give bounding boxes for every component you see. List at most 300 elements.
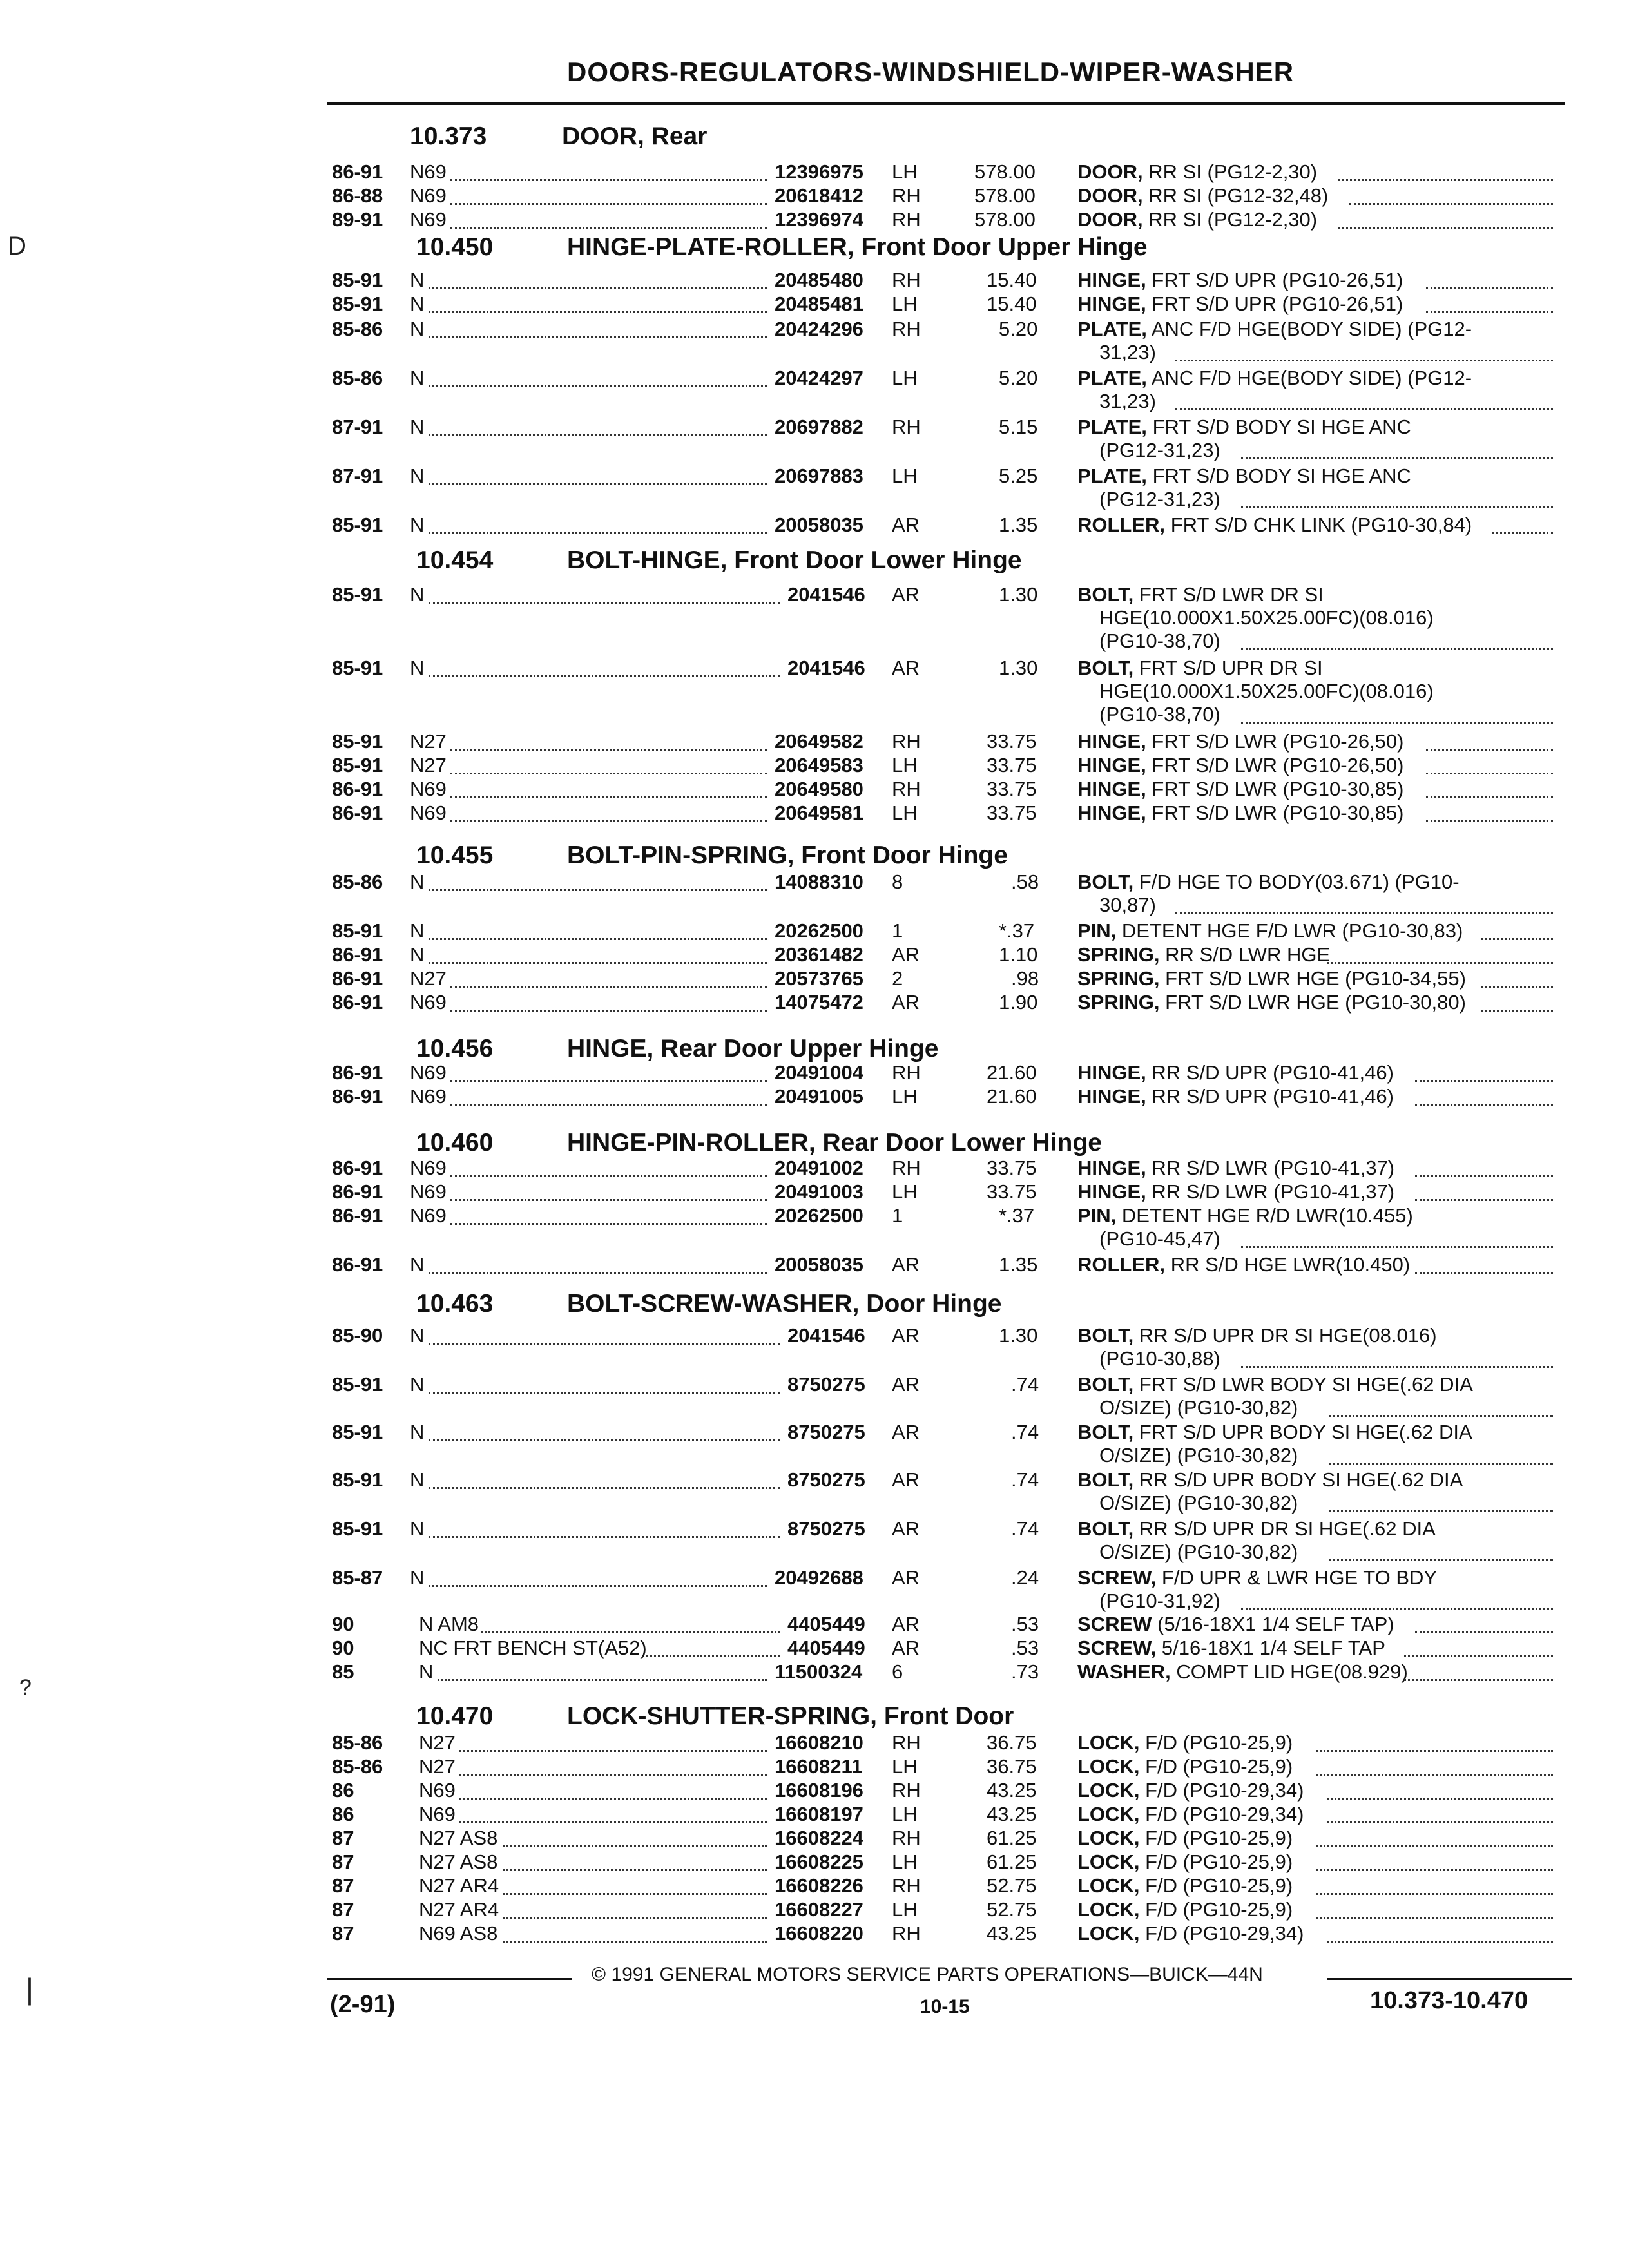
description-noun: BOLT,: [1077, 1373, 1134, 1396]
description-text: FRT S/D LWR (PG10-30,85): [1152, 802, 1404, 824]
row-quantity: LH: [892, 1850, 918, 1873]
leader-dots: [1349, 202, 1553, 205]
row-model: N69: [410, 802, 447, 824]
description-text: RR S/D UPR DR SI HGE(.62 DIA: [1139, 1517, 1436, 1540]
row-year: 85: [332, 1660, 354, 1683]
row-quantity: LH: [892, 1180, 918, 1203]
row-description: [1077, 367, 1472, 389]
description-noun: SCREW: [1077, 1613, 1152, 1635]
leader-dots: [450, 178, 767, 181]
row-model: N: [410, 465, 425, 487]
row-description-continued: O/SIZE) (PG10-30,82): [1099, 1396, 1298, 1419]
row-year: 90: [332, 1637, 354, 1659]
row-description: [1077, 293, 1403, 315]
row-model: N: [410, 416, 425, 438]
description-text: FRT S/D LWR (PG10-26,50): [1152, 754, 1404, 776]
leader-dots: [450, 226, 767, 229]
leader-dots: [1481, 985, 1553, 988]
row-part-number: 20058035: [775, 1253, 863, 1276]
row-part-number: 20618412: [775, 184, 863, 207]
leader-dots: [1241, 456, 1553, 459]
page-range: 10.373-10.470: [1370, 1987, 1528, 2014]
section-number: 10.456: [416, 1035, 494, 1062]
leader-dots: [1175, 911, 1553, 914]
row-part-number: 2041546: [787, 657, 865, 679]
row-model: N27 AR4: [419, 1898, 499, 1921]
row-model: N: [410, 657, 425, 679]
leader-dots: [459, 1796, 767, 1800]
leader-dots: [1415, 1271, 1553, 1274]
row-price: 52.75: [987, 1874, 1037, 1897]
row-quantity: RH: [892, 1827, 921, 1849]
description-text: FRT S/D LWR (PG10-26,50): [1152, 730, 1404, 753]
row-price: 36.75: [987, 1731, 1037, 1754]
leader-dots: [459, 1773, 767, 1776]
description-text: F/D UPR & LWR HGE TO BDY: [1161, 1566, 1438, 1589]
row-part-number: 20058035: [775, 514, 863, 536]
copyright-text: © 1991 GENERAL MOTORS SERVICE PARTS OPERATIONS—BUICK—44N: [592, 1964, 1263, 1985]
row-description-continued: (PG10-38,70): [1099, 703, 1220, 726]
leader-dots: [1404, 1654, 1553, 1657]
leader-dots: [1426, 747, 1553, 751]
row-model: N27: [410, 967, 447, 990]
description-text: RR S/D LWR (PG10-41,37): [1152, 1180, 1395, 1203]
row-part-number: 12396974: [775, 208, 863, 231]
description-text: F/D (PG10-25,9): [1145, 1827, 1293, 1849]
row-year: 85-91: [332, 1373, 383, 1396]
row-price: 1.30: [999, 1324, 1038, 1347]
row-price: .53: [1011, 1613, 1039, 1635]
leader-dots: [450, 819, 767, 822]
description-noun: BOLT,: [1077, 1324, 1134, 1347]
row-year: 87-91: [332, 465, 383, 487]
row-year: 85-86: [332, 870, 383, 893]
row-model: N: [410, 1373, 425, 1396]
row-description: [1077, 1254, 1410, 1276]
leader-dots: [1327, 1820, 1553, 1823]
margin-mark: ?: [19, 1675, 32, 1700]
row-model: N: [410, 514, 425, 536]
description-noun: SCREW,: [1077, 1566, 1157, 1589]
row-model: N AM8: [419, 1613, 479, 1635]
leader-dots: [1426, 819, 1553, 822]
row-year: 85-91: [332, 514, 383, 536]
row-description: [1077, 920, 1463, 942]
row-price: .58: [1011, 870, 1039, 893]
row-quantity: RH: [892, 778, 921, 800]
description-text: F/D (PG10-25,9): [1145, 1874, 1293, 1897]
row-quantity: RH: [892, 318, 921, 340]
row-year: 85-86: [332, 318, 383, 340]
row-description-continued: O/SIZE) (PG10-30,82): [1099, 1541, 1298, 1563]
row-year: 87: [332, 1898, 354, 1921]
row-part-number: 14088310: [775, 870, 863, 893]
row-year: 85-86: [332, 1755, 383, 1778]
description-noun: WASHER,: [1077, 1660, 1171, 1683]
row-price: 61.25: [987, 1827, 1037, 1849]
row-model: N: [410, 1566, 425, 1589]
leader-dots: [450, 1008, 767, 1012]
description-noun: BOLT,: [1077, 657, 1134, 679]
row-quantity: RH: [892, 269, 921, 291]
section-number: 10.463: [416, 1290, 494, 1318]
description-noun: ROLLER,: [1077, 514, 1166, 536]
row-part-number: 20424297: [775, 367, 863, 389]
leader-dots: [503, 1916, 767, 1919]
row-price: 43.25: [987, 1803, 1037, 1825]
row-part-number: 11500324: [775, 1660, 863, 1683]
row-quantity: 2: [892, 967, 903, 990]
row-model: N69 AS8: [419, 1922, 498, 1945]
description-text: RR SI (PG12-2,30): [1148, 160, 1318, 183]
description-text: F/D (PG10-29,34): [1145, 1803, 1304, 1825]
leader-dots: [1426, 771, 1553, 774]
row-model: N: [410, 318, 425, 340]
leader-dots: [450, 1198, 767, 1201]
row-price: 1.10: [999, 943, 1038, 966]
row-model: N: [410, 367, 425, 389]
row-description: [1077, 1756, 1293, 1778]
row-quantity: AR: [892, 583, 920, 606]
row-model: N69: [419, 1779, 456, 1802]
leader-dots: [429, 384, 767, 387]
row-price: .74: [1011, 1468, 1039, 1491]
description-noun: PIN,: [1077, 919, 1117, 942]
row-price: .74: [1011, 1517, 1039, 1540]
row-year: 86-88: [332, 184, 383, 207]
leader-dots: [429, 286, 767, 289]
description-text: FRT S/D UPR DR SI: [1139, 657, 1323, 679]
row-description: [1077, 318, 1472, 340]
description-text: RR S/D UPR DR SI HGE(08.016): [1139, 1324, 1437, 1347]
row-price: 33.75: [987, 802, 1037, 824]
row-description: [1077, 1637, 1385, 1659]
row-description: [1077, 1374, 1473, 1396]
row-description-continued: 30,87): [1099, 894, 1156, 916]
description-noun: LOCK,: [1077, 1898, 1140, 1921]
row-quantity: AR: [892, 943, 920, 966]
row-part-number: 16608226: [775, 1874, 863, 1897]
page-number: 10-15: [920, 1996, 970, 2017]
row-description: [1077, 1732, 1293, 1754]
leader-dots: [438, 1678, 767, 1681]
description-text: FRT S/D UPR (PG10-26,51): [1152, 293, 1403, 315]
row-year: 85-91: [332, 293, 383, 315]
description-text: DETENT HGE F/D LWR (PG10-30,83): [1121, 919, 1463, 942]
row-description: [1077, 731, 1403, 753]
row-description: [1077, 1803, 1304, 1825]
leader-dots: [1316, 1844, 1553, 1847]
description-noun: HINGE,: [1077, 1061, 1146, 1084]
section-title: HINGE-PIN-ROLLER, Rear Door Lower Hinge: [567, 1129, 1102, 1157]
row-quantity: 1: [892, 919, 903, 942]
row-quantity: RH: [892, 1874, 921, 1897]
leader-dots: [1241, 505, 1553, 508]
description-noun: BOLT,: [1077, 1468, 1134, 1491]
row-price: 43.25: [987, 1922, 1037, 1945]
row-price: 1.35: [999, 1253, 1038, 1276]
leader-dots: [429, 1390, 780, 1394]
row-quantity: RH: [892, 184, 921, 207]
row-year: 90: [332, 1613, 354, 1635]
row-description-continued: 31,23): [1099, 390, 1156, 412]
row-year: 86-91: [332, 1085, 383, 1108]
description-text: F/D HGE TO BODY(03.671) (PG10-: [1139, 870, 1460, 893]
description-noun: PIN,: [1077, 1204, 1117, 1227]
row-part-number: 8750275: [787, 1468, 865, 1491]
row-description: [1077, 1875, 1293, 1897]
row-part-number: 16608220: [775, 1922, 863, 1945]
description-text: FRT S/D LWR HGE (PG10-34,55): [1165, 967, 1466, 990]
description-noun: LOCK,: [1077, 1827, 1140, 1849]
row-year: 86-91: [332, 1157, 383, 1179]
section-number: 10.455: [416, 841, 494, 869]
row-quantity: AR: [892, 1253, 920, 1276]
leader-dots: [1175, 358, 1553, 361]
row-description-continued: O/SIZE) (PG10-30,82): [1099, 1492, 1298, 1514]
leader-dots: [429, 674, 780, 677]
row-description: [1077, 1062, 1394, 1084]
leader-dots: [429, 531, 767, 534]
leader-dots: [429, 1584, 767, 1587]
leader-dots: [1316, 1916, 1553, 1919]
row-model: N27 AS8: [419, 1850, 498, 1873]
leader-dots: [459, 1749, 767, 1752]
leader-dots: [429, 961, 767, 964]
row-part-number: 20649580: [775, 778, 863, 800]
row-year: 86-91: [332, 1180, 383, 1203]
row-description-continued: (PG10-31,92): [1099, 1590, 1220, 1612]
row-quantity: RH: [892, 1922, 921, 1945]
row-year: 86-91: [332, 943, 383, 966]
row-model: N69: [419, 1803, 456, 1825]
row-price: 1.35: [999, 514, 1038, 536]
description-noun: BOLT,: [1077, 1421, 1134, 1443]
row-model: N: [410, 1421, 425, 1443]
row-price: *.37: [999, 919, 1035, 942]
row-description: [1077, 269, 1403, 291]
description-text: F/D (PG10-25,9): [1145, 1755, 1293, 1778]
row-year: 85-91: [332, 730, 383, 753]
description-noun: BOLT,: [1077, 583, 1134, 606]
row-price: 21.60: [987, 1061, 1037, 1084]
description-noun: HINGE,: [1077, 778, 1146, 800]
row-quantity: RH: [892, 730, 921, 753]
row-model: N69: [410, 160, 447, 183]
row-part-number: 20262500: [775, 919, 863, 942]
description-text: F/D (PG10-25,9): [1145, 1731, 1293, 1754]
row-price: 1.30: [999, 657, 1038, 679]
section-number: 10.454: [416, 546, 494, 574]
description-text: FRT S/D UPR BODY SI HGE(.62 DIA: [1139, 1421, 1472, 1443]
description-text: RR S/D UPR BODY SI HGE(.62 DIA: [1139, 1468, 1463, 1491]
description-text: RR SI (PG12-32,48): [1148, 184, 1329, 207]
row-description: [1077, 161, 1317, 183]
section-number: 10.450: [416, 233, 494, 261]
header-rule: [327, 102, 1565, 105]
row-price: 5.20: [999, 367, 1038, 389]
row-part-number: 16608210: [775, 1731, 863, 1754]
row-model: N69: [410, 1061, 447, 1084]
section-number: 10.470: [416, 1702, 494, 1730]
row-description: [1077, 584, 1324, 606]
leader-dots: [1327, 1939, 1553, 1943]
row-price: .73: [1011, 1660, 1039, 1683]
row-description: [1077, 514, 1472, 536]
row-price: 33.75: [987, 1180, 1037, 1203]
row-part-number: 16608211: [775, 1755, 863, 1778]
row-model: N69: [410, 778, 447, 800]
row-year: 86-91: [332, 1204, 383, 1227]
row-part-number: 20697882: [775, 416, 863, 438]
row-description-continued: (PG10-45,47): [1099, 1227, 1220, 1250]
leader-dots: [1316, 1773, 1553, 1776]
row-description: [1077, 871, 1460, 893]
section-title: BOLT-PIN-SPRING, Front Door Hinge: [567, 841, 1008, 869]
row-part-number: 20697883: [775, 465, 863, 487]
leader-dots: [1241, 1245, 1553, 1248]
row-description: [1077, 1157, 1394, 1179]
description-noun: PLATE,: [1077, 318, 1147, 340]
leader-dots: [1329, 1558, 1553, 1561]
row-year: 85-91: [332, 1421, 383, 1443]
description-text: 5/16-18X1 1/4 SELF TAP: [1161, 1637, 1385, 1659]
leader-dots: [450, 985, 767, 988]
row-model: N: [410, 269, 425, 291]
description-noun: LOCK,: [1077, 1803, 1140, 1825]
row-quantity: RH: [892, 1061, 921, 1084]
row-price: 578.00: [974, 184, 1036, 207]
row-price: 52.75: [987, 1898, 1037, 1921]
leader-dots: [1241, 647, 1553, 650]
row-quantity: AR: [892, 991, 920, 1014]
leader-dots: [450, 771, 767, 774]
description-text: DETENT HGE R/D LWR(10.455): [1121, 1204, 1413, 1227]
row-description: [1077, 1851, 1293, 1873]
row-quantity: 8: [892, 870, 903, 893]
row-description: [1077, 1086, 1394, 1108]
leader-dots: [1415, 1174, 1553, 1177]
row-part-number: 4405449: [787, 1637, 865, 1659]
description-text: RR S/D UPR (PG10-41,46): [1152, 1061, 1394, 1084]
row-part-number: 16608224: [775, 1827, 863, 1849]
row-part-number: 20485480: [775, 269, 863, 291]
description-text: COMPT LID HGE(08.929): [1176, 1660, 1408, 1683]
row-model: N69: [410, 1085, 447, 1108]
row-year: 85-91: [332, 1517, 383, 1540]
description-noun: HINGE,: [1077, 293, 1146, 315]
row-part-number: 20491005: [775, 1085, 863, 1108]
leader-dots: [1404, 1678, 1553, 1681]
row-price: 33.75: [987, 754, 1037, 776]
description-noun: LOCK,: [1077, 1922, 1140, 1945]
section-title: HINGE-PLATE-ROLLER, Front Door Upper Hinge: [567, 233, 1148, 261]
row-part-number: 16608197: [775, 1803, 863, 1825]
description-noun: LOCK,: [1077, 1755, 1140, 1778]
page-title: DOORS-REGULATORS-WINDSHIELD-WIPER-WASHER: [567, 57, 1295, 87]
leader-dots: [450, 202, 767, 205]
row-quantity: AR: [892, 514, 920, 536]
row-model: N69: [410, 184, 447, 207]
row-price: .53: [1011, 1637, 1039, 1659]
section-title: DOOR, Rear: [562, 122, 708, 150]
row-description: [1077, 754, 1403, 776]
leader-dots: [1329, 1509, 1553, 1512]
row-price: 33.75: [987, 1157, 1037, 1179]
row-quantity: AR: [892, 1373, 920, 1396]
leader-dots: [429, 1486, 780, 1489]
leader-dots: [429, 310, 767, 313]
row-description: [1077, 1613, 1394, 1635]
row-quantity: LH: [892, 754, 918, 776]
row-price: 43.25: [987, 1779, 1037, 1802]
row-price: 5.25: [999, 465, 1038, 487]
leader-dots: [1327, 1796, 1553, 1800]
description-text: FRT S/D LWR (PG10-30,85): [1152, 778, 1404, 800]
row-year: 87-91: [332, 416, 383, 438]
description-noun: BOLT,: [1077, 1517, 1134, 1540]
row-year: 87: [332, 1922, 354, 1945]
row-quantity: AR: [892, 1637, 920, 1659]
description-noun: PLATE,: [1077, 465, 1147, 487]
row-year: 86-91: [332, 1061, 383, 1084]
margin-mark: D: [8, 232, 26, 260]
description-text: FRT S/D LWR DR SI: [1139, 583, 1324, 606]
description-text: FRT S/D LWR BODY SI HGE(.62 DIA: [1139, 1373, 1473, 1396]
row-description-continued: HGE(10.000X1.50X25.00FC)(08.016): [1099, 680, 1434, 702]
description-noun: LOCK,: [1077, 1850, 1140, 1873]
description-noun: DOOR,: [1077, 208, 1143, 231]
row-price: 578.00: [974, 160, 1036, 183]
row-description-continued: (PG12-31,23): [1099, 439, 1220, 461]
row-quantity: AR: [892, 1324, 920, 1347]
leader-dots: [1316, 1749, 1553, 1752]
description-noun: ROLLER,: [1077, 1253, 1166, 1276]
footer-rule: [327, 1978, 572, 1980]
section-title: BOLT-HINGE, Front Door Lower Hinge: [567, 546, 1022, 574]
section-title: BOLT-SCREW-WASHER, Door Hinge: [567, 1290, 1002, 1318]
row-description: [1077, 1567, 1437, 1589]
row-year: 85-87: [332, 1566, 383, 1589]
description-text: F/D (PG10-29,34): [1145, 1922, 1304, 1945]
row-year: 86-91: [332, 967, 383, 990]
row-description: [1077, 1469, 1463, 1491]
row-description: [1077, 1325, 1437, 1347]
leader-dots: [1175, 407, 1553, 410]
row-part-number: 16608196: [775, 1779, 863, 1802]
row-model: N27: [410, 730, 447, 753]
row-description-continued: O/SIZE) (PG10-30,82): [1099, 1444, 1298, 1466]
date-code: (2-91): [330, 1991, 396, 2018]
row-quantity: LH: [892, 802, 918, 824]
row-part-number: 2041546: [787, 1324, 865, 1347]
row-model: N: [410, 583, 425, 606]
leader-dots: [429, 601, 780, 604]
row-year: 87: [332, 1827, 354, 1849]
description-noun: HINGE,: [1077, 1157, 1146, 1179]
row-description: [1077, 1181, 1394, 1203]
description-noun: LOCK,: [1077, 1874, 1140, 1897]
footer-rule: [1327, 1978, 1572, 1980]
leader-dots: [429, 433, 767, 436]
row-year: 85-90: [332, 1324, 383, 1347]
row-model: N: [410, 1468, 425, 1491]
row-year: 85-91: [332, 269, 383, 291]
section-title: HINGE, Rear Door Upper Hinge: [567, 1035, 939, 1062]
row-year: 87: [332, 1874, 354, 1897]
leader-dots: [503, 1868, 767, 1871]
row-year: 87: [332, 1850, 354, 1873]
